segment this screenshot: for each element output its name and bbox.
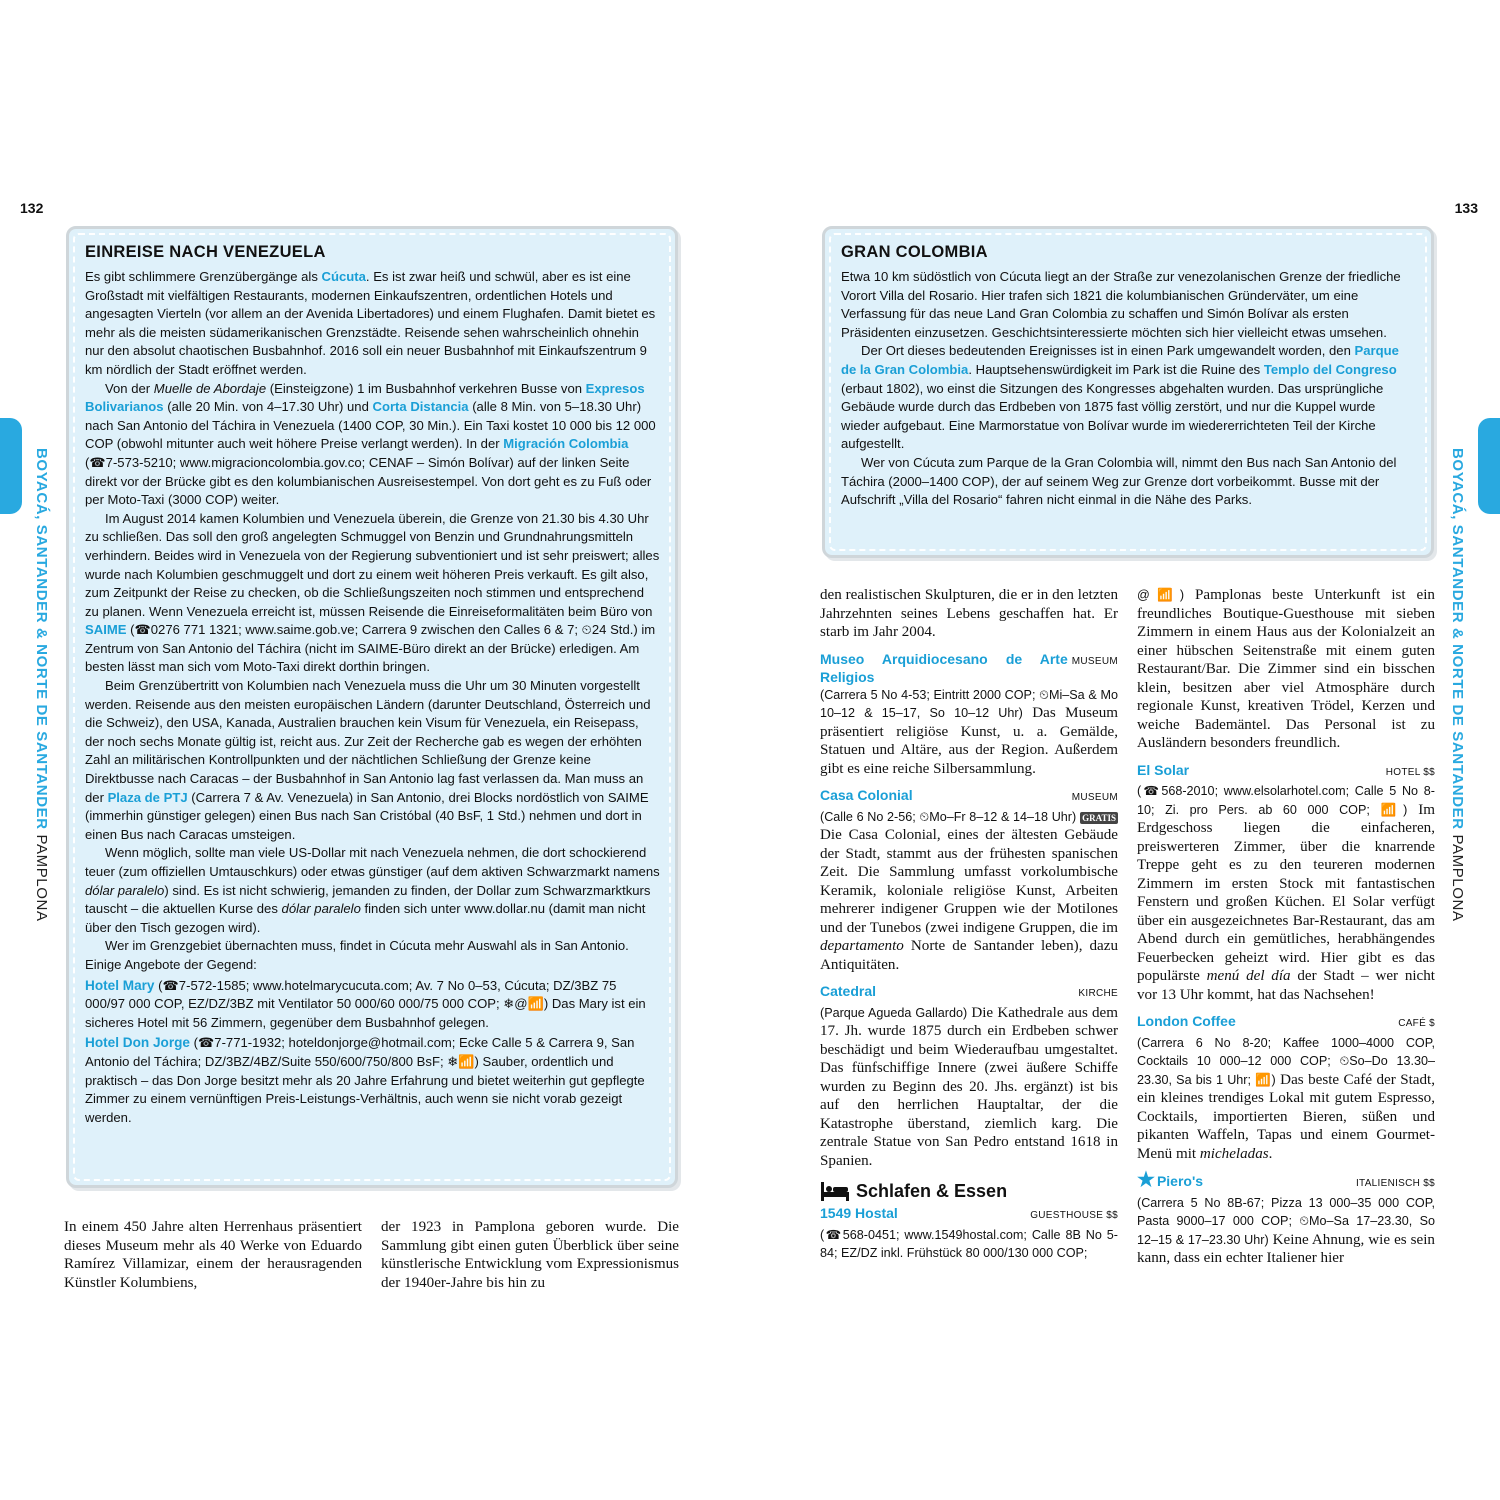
listing-london-coffee: London Coffee CAFÉ $ (Carrera 6 No 8-20; Kaffee 1000–4000 COP, Cocktails 10 000–12 000 COP; ⏲So–Do 13.30–23.30, Sa bis 1 Uhr; 📶) Das beste Café der Stadt, ein kleines trendiges Lokal mit gutem Espresso, Cocktails, importierten Bieren, süßen und pikanten Waffeln, Tapas und einem Gourmet-Menü mit micheladas. [1137,1013,1435,1162]
listing-type: MUSEUM [1071,792,1118,803]
place-link: Templo del Congreso [1263,361,1397,377]
body-column-left-2: der 1923 in Pamplona geboren wurde. Die Sammlung gibt einen guten Überblick über seine künstlerische Entwicklung vom Expressionismus der 1940er-Jahre bis hin zu [381,1219,679,1291]
listing-pieros: ★ Piero's ITALIENISCH $$ (Carrera 5 No 8B-67; Pizza 13 000–35 000 COP, Pasta 9000–17 000 COP; ⏲Mo–Sa 17–23.30, So 12–15 & 17–23.30 Uhr) Keine Ahnung, wie es sein kann, dass ein echter Italiener hier [1137,1169,1435,1266]
sidebar-box-gran-colombia [822,226,1434,558]
box-paragraph: Wer von Cúcuta zum Parque de la Gran Colombia will, nimmt den Bus nach San Antonio del Táchira (2000–1400 COP), der auf seinem Weg zur Grenze dort vorbeikommt. Busse mit der Aufschrift „Villa del Rosario“ fahren nicht einmal in die Nähe des Parks. [841,454,1397,508]
running-head-right [1446,448,1466,928]
listing-type: GUESTHOUSE $$ [1030,1210,1118,1221]
hotel-entry: Hotel Don Jorge (☎7-771-1932; hoteldonjorge@hotmail.com; Ecke Calle 5 & Carrera 9, San Antonio del Táchira; DZ/3BZ/4BZ/Suite 550/600/750/800 BsF; ❄📶) Sauber, ordentlich und praktisch – das Don Jorge besitzt mehr als 20 Jahre Erfahrung und bietet weiterhin gut gepflegte Zimmer zu einem vernünftigen Preis-Leistungs-Verhältnis, auch wenn sie nicht vorab gezeigt werden. [85,1035,645,1125]
bed-icon [820,1180,850,1202]
place-link: Corta Distancia [372,399,469,415]
box-paragraph: Wenn möglich, sollte man viele US-Dollar mit nach Venezuela nehmen, die dort schockierend teuer (zum offiziellen Umtauschkurs) oder etwas günstiger (auf dem aktiven Schwarzmarkt namens dólar paralelo) sind. Es ist nicht schwierig, jemanden zu finden, der Dollar zum Schwarzmarktkurs tauscht – die aktuellen Kurse des dólar paralelo finden sich unter www.dollar.nu (damit man nicht über den Tisch gezogen wird). [85,845,660,935]
intro-text: den realistischen Skulpturen, die er in den letzten Jahrzehnten seines Lebens geschaffen hat. Er starb im Jahr 2004. [820,587,1118,640]
place-link: SAIME [85,622,127,638]
listing-el-solar: El Solar HOTEL $$ (☎568-2010; www.elsolarhotel.com; Calle 5 No 8-10; Zi. pro Pers. ab 60 000 COP; 📶) Im Erdgeschoss liegen die einfacheren, preiswerteren Zimmer, über die knarrende Treppe geht es zu den teureren modernen Zimmern im ersten Stock mit fantastischen Fenstern und großen Küchen. El Solar verfügt über ein ausgezeichnetes Bar-Restaurant, das am Abend durch ein gemütliches, herabhängendes Feuerbecken geheizt wird. Hier gibt es das populärste menú del día der Stadt – wer nicht vor 13 Uhr kommt, hat das Nachsehen! [1137,761,1436,1003]
box-paragraph: Wer im Grenzgebiet übernachten muss, findet in Cúcuta mehr Auswahl als in San Antonio. Einige Angebote der Gegend: [85,938,629,972]
box-title: EINREISE NACH VENEZUELA [85,243,326,261]
box-paragraph: Von der Muelle de Abordaje (Einsteigzone) 1 im Busbahnhof verkehren Busse von Expresos Bolivarianos (alle 20 Min. von 4–17.30 Uhr) und Corta Distancia (alle 8 Min. von 5–18.30 Uhr) nach San Antonio del Táchira in Venezuela (1400 COP, 30 Min.). Ein Taxi kostet 10 000 bis 12 000 COP (obwohl mitunter auch weit höhere Preise verlangt werden). In der Migración Colombia (☎7-573-5210; www.migracioncolombia.gov.co; CENAF – Simón Bolívar) auf der linken Seite direkt vor der Brücke gibt es den kolumbianischen Ausreisestempel. Von dort geht es zu Fuß oder per Moto-Taxi (3000 COP) weiter. [85,380,656,508]
box-paragraph: Der Ort dieses bedeutenden Ereignisses ist in einen Park umgewandelt worden, den Parque de la Gran Colombia. Hauptsehenswürdigkeit im Park ist die Ruine des Templo del Congreso (erbaut 1802), wo einst die Sitzungen des Kongresses abgehalten wurden. Das ursprüngliche Gebäude wurde durch das Erdbeben von 1875 fast völlig zerstört, und nur die Kuppel wurde wieder aufgebaut. Eine Marmorstatue von Bolívar wurde im wiedererrichteten Teil der Kirche aufgestellt. [841,343,1399,452]
hotel-entry: Hotel Mary (☎7-572-1585; www.hotelmarycucuta.com; Av. 7 No 0–53, Cúcuta; DZ/3BZ 75 000/97 000 COP, EZ/DZ/3BZ mit Ventilator 50 000/60 000/75 000 COP; ❄@📶) Das Mary ist ein sicheres Hotel mit 56 Zimmern, gegenüber dem Busbahnhof gelegen. [85,977,646,1030]
listing-name: 1549 Hostal [820,1205,898,1221]
body-column-left-1: In einem 450 Jahre alten Herrenhaus präsentiert dieses Museum mehr als 40 Werke von Eduardo Ramírez Villamizar, einem der herausragenden Künstler Kolumbiens, [64,1219,362,1291]
running-head-town: PAMPLONA [1449,834,1466,922]
listing-type: CAFÉ $ [1398,1018,1435,1029]
body-column-right-2 [1137,586,1435,1268]
listing-museo-arquidiocesano: Museo Arquidiocesano de Arte Religios MUSEUM (Carrera 5 No 4-53; Eintritt 2000 COP; ⏲Mi–Sa & Mo 10–12 & 15–17, So 10–12 Uhr) Das Museum präsentiert religiöse Kunst, u. a. Gemälde, Statuen und Altäre, aus der Region. Außerdem gibt es eine reiche Silbersammlung. [820,650,1118,777]
sidebar-box-venezuela [66,226,678,1188]
running-head-left [30,448,50,928]
chapter-tab-right [1478,418,1500,514]
listing-name: ★ Piero's [1137,1169,1204,1191]
place-link: Expresos Bolivarianos [85,380,645,415]
page-number-right: 133 [1454,200,1478,216]
running-head-region: BOYACÁ, SANTANDER & NORTE DE SANTANDER [1449,448,1466,830]
free-badge: GRATIS [1082,812,1116,823]
page-number-left: 132 [20,200,44,216]
hostal-continued: @📶) Pamplonas beste Unterkunft ist ein freundliches Boutique-Guesthouse mit sieben Zimmern in einem Haus aus der Kolonialzeit an einer hübschen Seitenstraße mit einem guten Restaurant/Bar. Die Zimmer sind ein bisschen klein, besitzen aber viel Atmosphäre durch regionale Kunst, kreativen Trödel, Kerzen und weiche Bademäntel. Das Personal ist zu Ausländern besonders freundlich. [1137,587,1435,751]
running-head-region: BOYACÁ, SANTANDER & NORTE DE SANTANDER [33,448,50,830]
listing-1549-hostal: 1549 Hostal GUESTHOUSE $$ (☎568-0451; www.1549hostal.com; Calle 8B No 5-84; EZ/DZ inkl. Frühstück 80 000/130 000 COP; [820,1205,1118,1260]
listing-catedral: Catedral KIRCHE (Parque Agueda Gallardo) Die Kathedrale aus dem 17. Jh. wurde 1875 durch ein Erdbeben schwer beschädigt und beim Wiederaufbau umgestaltet. Das fünfschiffige Innere (zwei äußere Schiffe wurden zu Beginn des 20. Jhs. ergänzt) ist bis auf den herrlichen Hauptaltar, der die Katastrophe überstand, ziemlich karg. Die zentrale Statue von San Pedro entstand 1618 in Spanien. [820,983,1119,1169]
hotel-name: Hotel Don Jorge [85,1035,190,1051]
listing-casa-colonial: Casa Colonial MUSEUM (Calle 6 No 2-56; ⏲Mo–Fr 8–12 & 14–18 Uhr) GRATIS Die Casa Colonial, eines der ältesten Gebäude der Stadt, stammt aus der frühesten spanischen Zeit. Die Sammlung umfasst vorkolumbische Keramik, koloniale religiöse Kunst, Arbeiten mehrerer indigener Gruppen wie der Motilones und der Tunebos (zwei indigene Gruppen, die im departamento Norte de Santander leben), dazu Antiquitäten. [820,787,1118,973]
body-column-right-1 [820,586,1118,1263]
box-paragraph: Etwa 10 km südöstlich von Cúcuta liegt an der Straße zur venezolanischen Grenze der friedliche Vorort Villa del Rosario. Hier trafen sich 1821 die kolumbianischen Gründerväter, um eine Verfassung für das neue Land Gran Colombia zu schaffen und Simón Bolívar als ersten Präsidenten einzusetzen. Geschichtsinteressierte möchten sich hier vielleicht etwas umsehen. [841,269,1401,340]
box-title: GRAN COLOMBIA [841,243,988,261]
place-link: Cúcuta [321,269,366,284]
listing-name: Catedral [820,983,877,999]
listing-type: MUSEUM [1071,655,1118,667]
place-link: Migración Colombia [503,436,629,452]
listing-name: London Coffee [1137,1013,1236,1029]
chapter-tab-left [0,418,22,514]
listing-type: ITALIENISCH $$ [1355,1178,1435,1189]
listing-name: Casa Colonial [820,787,913,803]
box-paragraph: Im August 2014 kamen Kolumbien und Venezuela überein, die Grenze von 21.30 bis 4.30 Uhr zu schließen. Das soll den groß angelegten Schmuggel von Benzin und Grundnahrungsmitteln verhindern. Beides wird in Venezuela von der Regierung subventioniert und ist sehr preiswert; alles wurde nach Kolumbien geschmuggelt und dort zu einem weit höheren Preis verkauft. Es gilt also, zum Zeitpunkt der Reise zu checken, ob die Schließungszeiten noch stimmen und entsprechend zu planen. Wenn Venezuela erreicht ist, müssen Reisende die Einreiseformalitäten beim Büro von SAIME (☎0276 771 1321; www.saime.gob.ve; Carrera 9 zwischen den Calles 6 & 7; ⏲24 Std.) im Zentrum von San Antonio del Táchira (nicht im SAIME-Büro direkt an der Brücke) erledigen. Am besten lässt man sich vom Moto-Taxi direkt dorthin bringen. [85,510,660,675]
listing-type: KIRCHE [1078,988,1118,999]
star-icon: ★ [1137,1169,1155,1191]
place-link: Parque de la Gran Colombia [841,343,1399,377]
box-paragraph: Es gibt schlimmere Grenzübergänge als Cúcuta. Es ist zwar heiß und schwül, aber es ist eine Großstadt mit vielfältigen Restaurants, modernen Einkaufszentren, ordentlichen Hotels und angesagten Vierteln (vor allem an der Avenida Libertadores) und einem Flughafen. Damit bietet es mehr als die meisten südamerikanischen Grenzstädte. Reisende sehen wahrscheinlich ohnehin nur den absolut chaotischen Busbahnhof. 2016 soll ein neuer Busbahnhof mit Einkaufszentrum 9 km nördlich der Stadt eröffnet werden. [85,269,656,377]
running-head-town: PAMPLONA [33,834,50,922]
box-paragraph: Beim Grenzübertritt von Kolumbien nach Venezuela muss die Uhr um 30 Minuten vorgestellt werden. Reisende aus den meisten europäischen Ländern (darunter Deutschland, Österreich und die Schweiz), den USA, Kanada, Australien brauchen kein Visum für Venezuela, ein Reisepass, der noch sechs Monate gültig ist, reicht aus. Zur Zeit der Recherche gab es wegen der erhöhten Zahl an militärischen Kontrollpunkten und der nächtlichen Schließung der Grenze keine Direktbusse nach Caracas – der Busbahnhof in San Antonio lag fast verlassen da. Man muss an der Plaza de PTJ (Carrera 7 & Av. Venezuela) in San Antonio, drei Blocks nordöstlich von SAIME (immerhin günstiger gelegen) einen Bus nach San Cristóbal (40 BsF, 1 Std.) nehmen und dort in einen Bus nach Caracas umsteigen. [85,678,651,842]
listing-type: HOTEL $$ [1385,766,1435,778]
listing-name: Museo Arquidiocesano de Arte Religios [820,650,1068,685]
hotel-name: Hotel Mary [85,977,155,993]
section-heading: Schlafen & Essen [820,1180,1118,1202]
place-link: Plaza de PTJ [107,789,188,805]
listing-name: El Solar [1137,761,1190,778]
